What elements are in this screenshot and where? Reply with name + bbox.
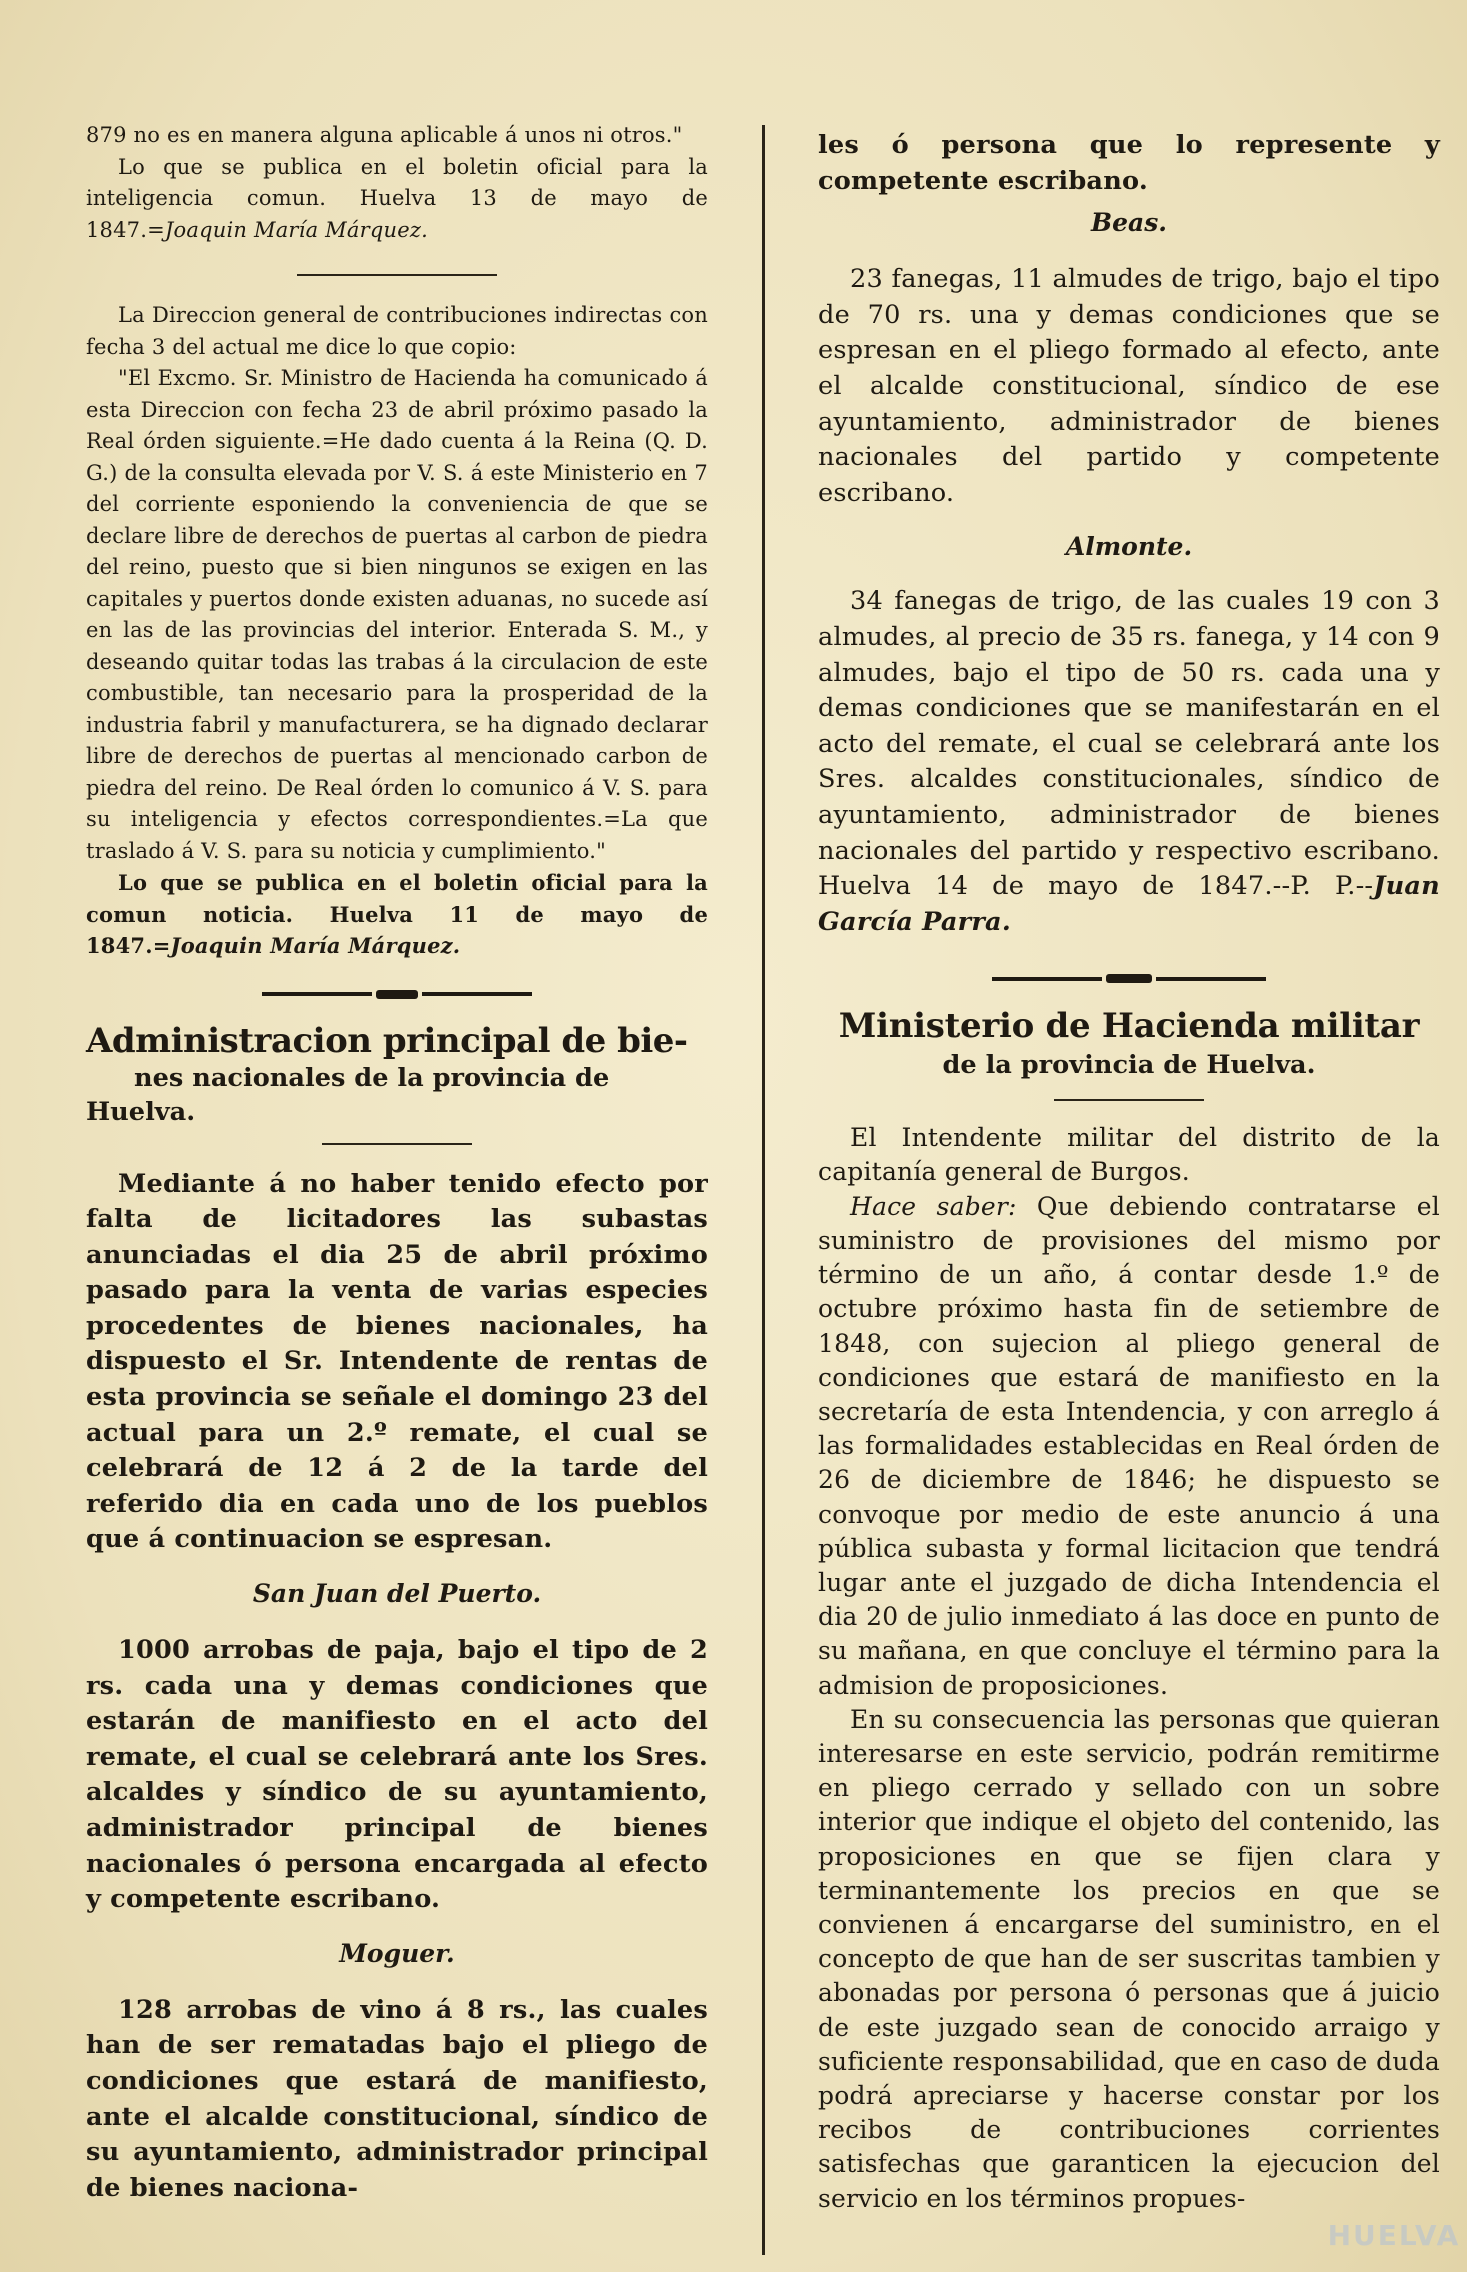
right-column [818,128,1440,2216]
ornamental-separator-right [818,974,1440,983]
place-beas: Beas. [1090,208,1167,238]
right-signature: Juan García Parra. [818,871,1440,937]
right-paragraph-1: les ó persona que lo represente y competente escribano. [818,130,1440,196]
left-paragraph-7: 1000 arrobas de paja, bajo el tipo de 2 rs. cada una y demas condiciones que estarán de manifiesto en el acto del remate, el cual se celebrará ante los Sres. alcaldes y síndico de su ayuntamiento, administrador principal de bienes nacionales ó persona encargada al efecto y competente escribano. [86,1635,708,1915]
place-moguer: Moguer. [339,1938,455,1968]
left-paragraph-5 [86,867,708,962]
left-column [86,120,708,2206]
right-section-heading: Ministerio de Hacienda militar [838,1006,1420,1047]
separator-rule [297,274,497,276]
ornamental-separator [86,990,708,999]
left-paragraph-2 [86,152,708,247]
huelva-watermark: HUELVA [1327,2219,1461,2252]
left-signature-1: =Joaquin María Márquez. [147,217,428,242]
right-section-subheading: de la provincia de Huelva. [942,1050,1316,1081]
column-divider [762,125,765,2255]
right-paragraph-5-text: Que debiendo contratarse el suministro de provisiones del mismo por término de un año, á contar desde 1.º de octubre próximo hasta fin de setiembre de 1848, con sujecion al pliego general de condiciones que estará de manifiesto en la secretaría de esta Intendencia, y con arreglo á las formalidades establecidas en Real órden de 26 de diciembre de 1846; he dispuesto se convoque por medio de este anuncio á una pública subasta y formal licitacion que tendrá lugar ante el juzgado de dicha Intendencia el dia 20 de julio inmediato á las doce en punto de su mañana, en que concluye el término para la admision de proposiciones. [818,1191,1440,1700]
left-paragraph-6: Mediante á no haber tenido efecto por falta de licitadores las subastas anunciadas el dia 25 de abril próximo pasado para la venta de varias especies procedentes de bienes nacionales, ha dispuesto el Sr. Intendente de rentas de esta provincia se señale el domingo 23 del actual para un 2.º remate, el cual se celebrará de 12 á 2 de la tarde del referido dia en cada uno de los pueblos que á continuacion se espresan. [86,1168,708,1555]
right-paragraph-2: 23 fanegas, 11 almudes de trigo, bajo el tipo de 70 rs. una y demas condiciones que se espresan en el pliego formado al efecto, ante el alcalde constitucional, síndico de ese ayuntamiento, administrador de bienes nacionales del partido y competente escribano. [818,264,1440,508]
left-paragraph-8: 128 arrobas de vino á 8 rs., las cuales han de ser rematadas bajo el pliego de condiciones que estará de manifiesto, ante el alcalde constitucional, síndico de su ayuntamiento, administrador principal de bienes naciona- [86,1994,708,2203]
right-paragraph-5 [818,1190,1440,1703]
left-paragraph-1: 879 no es en manera alguna aplicable á unos ni otros." [86,123,683,147]
place-almonte: Almonte. [1065,532,1193,562]
left-paragraph-3: La Direccion general de contribuciones indirectas con fecha 3 del actual me dice lo que copio: [86,303,708,359]
left-paragraph-2-text: Lo que se publica en el boletin oficial para la inteligencia comun. Huelva 13 de mayo de 1847. [86,154,708,242]
right-paragraph-3-text: 34 fanegas de trigo, de las cuales 19 con 3 almudes, al precio de 35 rs. fanega, y 14 con 9 almudes, bajo el tipo de 50 rs. cada una y demas condiciones que se manifestarán en el acto del remate, el cual se celebrará ante los Sres. alcaldes constitucionales, síndico de ayuntamiento, administrador de bienes nacionales del partido y respectivo escribano. Huelva 14 de mayo de 1847.--P. P.-- [818,586,1440,902]
right-paragraph-3 [818,584,1440,940]
left-heading-line-1: Administracion principal de bie- [86,1020,688,1061]
place-san-juan-del-puerto: San Juan del Puerto. [252,1579,542,1609]
left-paragraph-5-text: Lo que se publica en el boletin oficial para la comun noticia. Huelva 11 de mayo de 1847. [86,870,708,958]
right-paragraph-5-lead: Hace saber: [850,1191,1017,1221]
left-heading-line-2: nes nacionales de la provincia de Huelva. [86,1062,610,1127]
left-section-heading [86,1021,708,1061]
left-paragraph-4: "El Excmo. Sr. Ministro de Hacienda ha comunicado á esta Direccion con fecha 23 de abril próximo pasado la Real órden siguiente.=He dado cuenta á la Reina (Q. D. G.) de la consulta elevada por V. S. á este Ministerio en 7 del corriente esponiendo la conveniencia de que se declare libre de derechos de puertas al carbon de piedra del reino, puesto que si bien ningunos se exigen en las capitales y puertos donde existen aduanas, no sucede así en las de las provincias del interior. Enterada S. M., y deseando quitar todas las trabas á la circulacion de este combustible, tan necesario para la prosperidad de la industria fabril y manufacturera, se ha dignado declarar libre de derechos de puertas al mencionado carbon de piedra del reino. De Real órden lo comunico á V. S. para su inteligencia y efectos correspondientes.=La que traslado á V. S. para su noticia y cumplimiento." [86,366,708,863]
right-paragraph-4: El Intendente militar del distrito de la capitanía general de Burgos. [818,1123,1440,1187]
left-signature-2: =Joaquin María Márquez. [152,933,461,958]
right-paragraph-6: En su consecuencia las personas que quieran interesarse en este servicio, podrán remitirme en pliego cerrado y sellado con un sobre interior que indique el objeto del contenido, las proposiciones en que se fijen clara y terminantemente los precios en que se convienen á encargarse del suministro, en el concepto de que han de ser suscritas tambien y abonadas por persona ó personas que á juicio de este juzgado sean de conocido arraigo y suficiente responsabilidad, que en caso de duda podrá apreciarse y hacerse constar por los recibos de contribuciones corrientes satisfechas que garanticen la ejecucion del servicio en los términos propues- [818,1704,1440,2213]
heading-rule [322,1143,472,1145]
heading-rule-right [1054,1099,1204,1101]
